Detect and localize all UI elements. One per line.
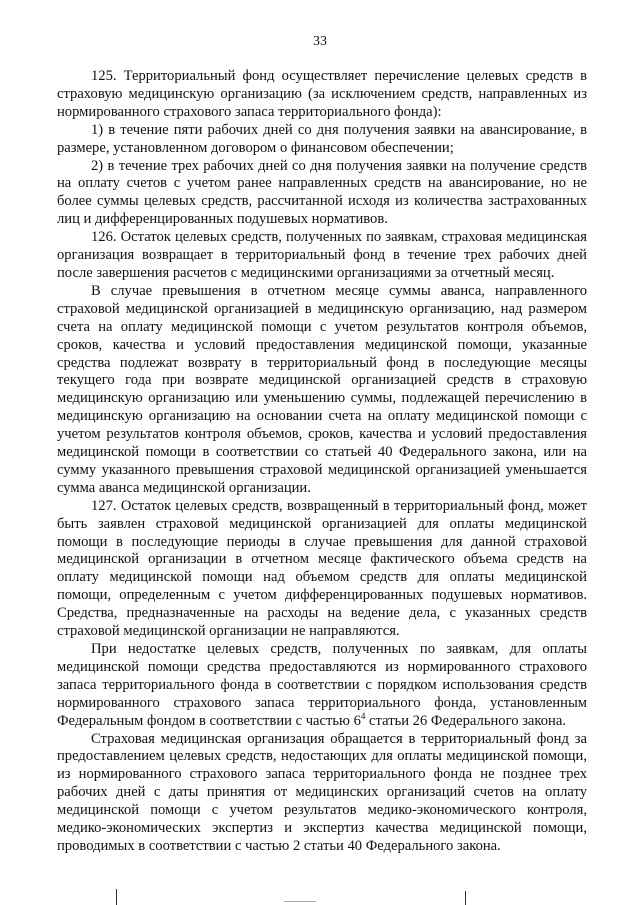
paragraph-125-item-2: 2) в течение трех рабочих дней со дня получения заявки на получение средств на оплату счетов с учетом ранее направленных средств на авансирование, но не более суммы целевых средств, рассчитанной исходя из количества застрахованных лиц и дифференцированных подушевых нормативов. [57,157,587,228]
page-number: 33 [313,34,327,49]
paragraph-125: 125. Территориальный фонд осуществляет перечисление целевых средств в страховую медицинскую организацию (за исключением средств, направленных из нормированного страхового запаса территориального фонда): [57,68,587,120]
document-body [57,68,587,856]
scan-edge-mark [284,901,316,902]
scan-edge-mark [116,889,117,905]
paragraph-127-request: Страховая медицинская организация обращается в территориальный фонд за предоставлением целевых средств, недостающих для оплаты медицинской помощи, из нормированного страхового запаса территориального фонда не позднее трех рабочих дней с даты принятия от медицинских организаций счетов на оплату медицинской помощи с учетом результатов медико-экономического контроля, медико-экономических экспертиз и экспертиз качества медицинской помощи, проводимых в соответствии с частью 2 статьи 40 Федерального закона. [57,730,587,854]
scan-edge-mark [465,891,466,905]
paragraph-127: 127. Остаток целевых средств, возвращенный в территориальный фонд, может быть заявлен страховой медицинской организацией для оплаты медицинской помощи в последующие периоды в случае превышения для данной страховой медицинской организации в отчетном месяце фактического объема средств на оплату медицинской помощи над объемом средств для оплаты медицинской помощи, определенным с учетом дифференцированных подушевых нормативов. Средства, предназначенные на расходы на ведение дела, с указанных средств страховой медицинской организации не направляются. [57,497,587,640]
superscript-marker: 4 [360,710,366,721]
shortage-text-end: статьи 26 Федерального закона. [365,712,566,729]
paragraph-127-shortage [57,641,587,731]
shortage-text: При недостатке целевых средств, полученных по заявкам, для оплаты медицинской помощи средства предоставляются из нормированного страхового запаса территориального фонда в соответствии с порядком использования средств нормированного страхового запаса территориального фонда, установленным Федеральным фондом в соответствии с частью 6 [57,641,587,729]
paragraph-126: 126. Остаток целевых средств, полученных по заявкам, страховая медицинская организация возвращает в территориальный фонд в течение трех рабочих дней после завершения расчетов с медицинскими организациями за отчетный месяц. [57,229,587,281]
paragraph-126-excess: В случае превышения в отчетном месяце суммы аванса, направленного страховой медицинской организацией в медицинскую организацию, над размером счета на оплату медицинской помощи с учетом результатов контроля объемов, сроков, качества и условий предоставления медицинской помощи, указанные средства подлежат возврату в территориальный фонд в последующие месяцы текущего года при возврате медицинской организацией средств в страховую медицинскую организацию или уменьшению суммы, подлежащей перечислению в медицинскую организацию на основании счета на оплату медицинской помощи с учетом результатов контроля объемов, сроков, качества и условий предоставления медицинской помощи в соответствии со статьей 40 Федерального закона, или на сумму указанного превышения страховой медицинской организацией уменьшается сумма аванса медицинской организации. [57,282,587,496]
paragraph-125-item-1: 1) в течение пяти рабочих дней со дня получения заявки на авансирование, в размере, установленном договором о финансовом обеспечении; [57,121,587,156]
